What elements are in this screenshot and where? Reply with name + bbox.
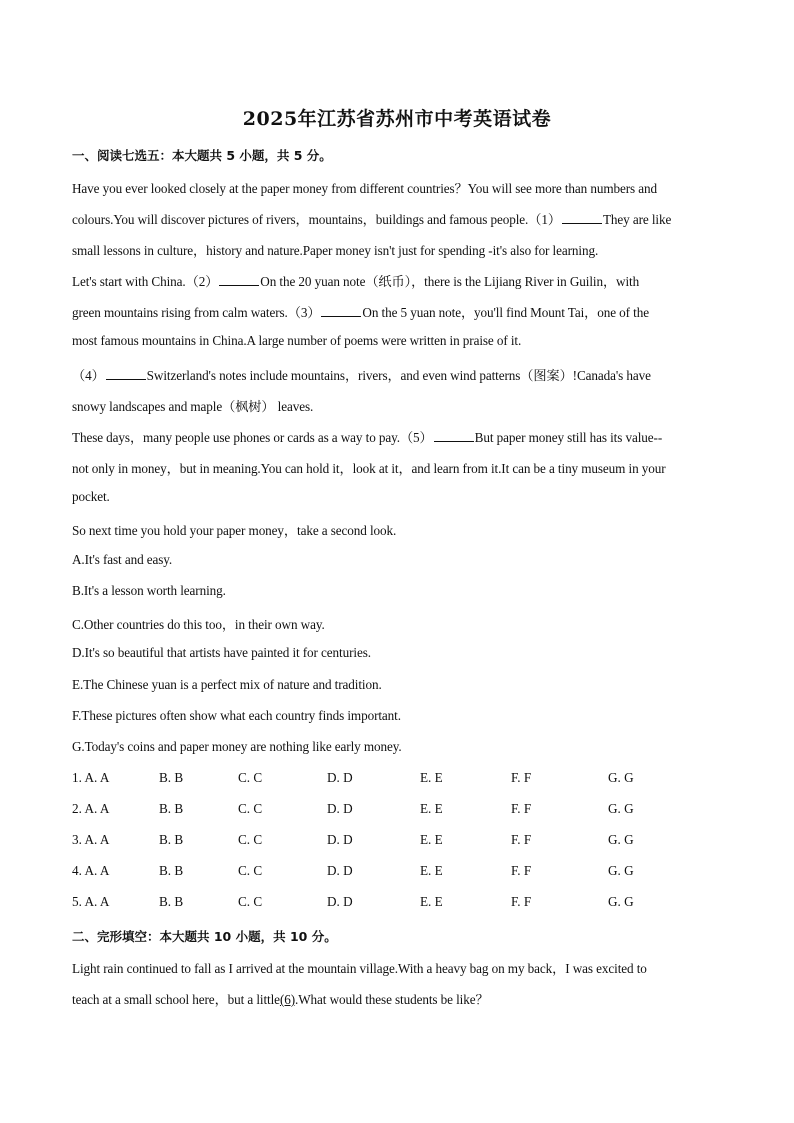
answer-option[interactable]: F. F xyxy=(511,832,532,847)
answer-blank xyxy=(562,211,602,224)
passage-text: teach at a small school here，but a little xyxy=(72,992,280,1007)
answer-option[interactable]: D. D xyxy=(327,801,353,816)
answer-option[interactable]: F. F xyxy=(511,863,532,878)
passage-line: most famous mountains in China.A large number of poems were written in praise of it. xyxy=(72,333,522,348)
passage-line xyxy=(72,209,722,228)
answer-option[interactable]: E. E xyxy=(420,894,443,909)
answer-option[interactable]: B. B xyxy=(159,801,184,816)
passage-line: not only in money，but in meaning.You can hold it，look at it，and learn from it.It can be a tiny museum in your xyxy=(72,461,666,476)
answer-option[interactable]: B. B xyxy=(159,832,184,847)
section2-heading: 二、完形填空：本大题共 10 小题，共 10 分。 xyxy=(72,929,337,944)
answer-row xyxy=(72,894,722,912)
answer-option[interactable]: C. C xyxy=(238,770,263,785)
passage-line xyxy=(72,271,722,290)
answer-blank xyxy=(321,304,361,317)
answer-option[interactable]: 2. A. A xyxy=(72,801,110,816)
answer-option[interactable]: F. F xyxy=(511,801,532,816)
passage-text: Let's start with China.（2） xyxy=(72,274,219,289)
choice-option: C.Other countries do this too，in their own way. xyxy=(72,617,325,632)
passage-line: small lessons in culture，history and nature.Paper money isn't just for spending -it's also for learning. xyxy=(72,243,599,258)
answer-option[interactable]: F. F xyxy=(511,770,532,785)
choice-option: G.Today's coins and paper money are nothing like early money. xyxy=(72,739,402,754)
blank-number: (6) xyxy=(279,992,296,1007)
answer-option[interactable]: B. B xyxy=(159,863,184,878)
answer-option[interactable]: C. C xyxy=(238,863,263,878)
answer-option[interactable]: 1. A. A xyxy=(72,770,110,785)
passage-text: But paper money still has its value-- xyxy=(474,430,663,445)
answer-option[interactable]: G. G xyxy=(608,863,634,878)
answer-row xyxy=(72,863,722,881)
answer-option[interactable]: E. E xyxy=(420,801,443,816)
choice-option: A.It's fast and easy. xyxy=(72,552,173,567)
passage-text: These days，many people use phones or cards as a way to pay.（5） xyxy=(72,430,433,445)
answer-option[interactable]: 3. A. A xyxy=(72,832,110,847)
answer-option[interactable]: 5. A. A xyxy=(72,894,110,909)
passage-line: pocket. xyxy=(72,489,110,504)
answer-blank xyxy=(106,367,146,380)
passage-line xyxy=(72,427,722,446)
passage-text: green mountains rising from calm waters.（3） xyxy=(72,305,321,320)
passage-line: snowy landscapes and maple（枫树） leaves. xyxy=(72,399,314,414)
answer-option[interactable]: F. F xyxy=(511,894,532,909)
passage-text: On the 20 yuan note（纸币），there is the Lijiang River in Guilin，with xyxy=(260,274,640,289)
section1-heading: 一、阅读七选五：本大题共 5 小题，共 5 分。 xyxy=(72,148,332,163)
passage-text: On the 5 yuan note，you'll find Mount Tai，one of the xyxy=(362,305,649,320)
answer-option[interactable]: C. C xyxy=(238,894,263,909)
passage-text: Switzerland's notes include mountains，rivers，and even wind patterns（图案）!Canada's have xyxy=(146,368,651,383)
choice-option: F.These pictures often show what each country finds important. xyxy=(72,708,401,723)
passage-line xyxy=(72,989,722,1008)
answer-blank xyxy=(434,429,474,442)
answer-option[interactable]: G. G xyxy=(608,770,634,785)
passage-line: So next time you hold your paper money，take a second look. xyxy=(72,523,397,538)
passage-line xyxy=(72,302,722,321)
passage-line xyxy=(72,365,722,384)
answer-option[interactable]: D. D xyxy=(327,770,353,785)
answer-option[interactable]: B. B xyxy=(159,770,184,785)
passage-text: colours.You will discover pictures of rivers，mountains，buildings and famous people.（1） xyxy=(72,212,561,227)
answer-option[interactable]: D. D xyxy=(327,832,353,847)
choice-option: E.The Chinese yuan is a perfect mix of nature and tradition. xyxy=(72,677,382,692)
answer-option[interactable]: G. G xyxy=(608,894,634,909)
choice-option: D.It's so beautiful that artists have painted it for centuries. xyxy=(72,645,371,660)
answer-row xyxy=(72,801,722,819)
passage-line: Light rain continued to fall as I arrived at the mountain village.With a heavy bag on my back，I was excited to xyxy=(72,961,647,976)
answer-option[interactable]: C. C xyxy=(238,832,263,847)
page-title: 2025年江苏省苏州市中考英语试卷 xyxy=(242,108,552,130)
answer-option[interactable]: E. E xyxy=(420,832,443,847)
answer-row xyxy=(72,832,722,850)
answer-option[interactable]: D. D xyxy=(327,894,353,909)
answer-option[interactable]: G. G xyxy=(608,832,634,847)
answer-option[interactable]: 4. A. A xyxy=(72,863,110,878)
passage-text: （4） xyxy=(72,368,105,383)
answer-row xyxy=(72,770,722,788)
answer-blank xyxy=(219,273,259,286)
answer-option[interactable]: E. E xyxy=(420,770,443,785)
answer-option[interactable]: D. D xyxy=(327,863,353,878)
answer-option[interactable]: C. C xyxy=(238,801,263,816)
answer-option[interactable]: B. B xyxy=(159,894,184,909)
answer-option[interactable]: G. G xyxy=(608,801,634,816)
passage-text: They are like xyxy=(602,212,672,227)
passage-line: Have you ever looked closely at the paper money from different countries？You will see more than numbers and xyxy=(72,181,658,196)
choice-option: B.It's a lesson worth learning. xyxy=(72,583,226,598)
answer-option[interactable]: E. E xyxy=(420,863,443,878)
passage-text: .What would these students be like？ xyxy=(295,992,489,1007)
